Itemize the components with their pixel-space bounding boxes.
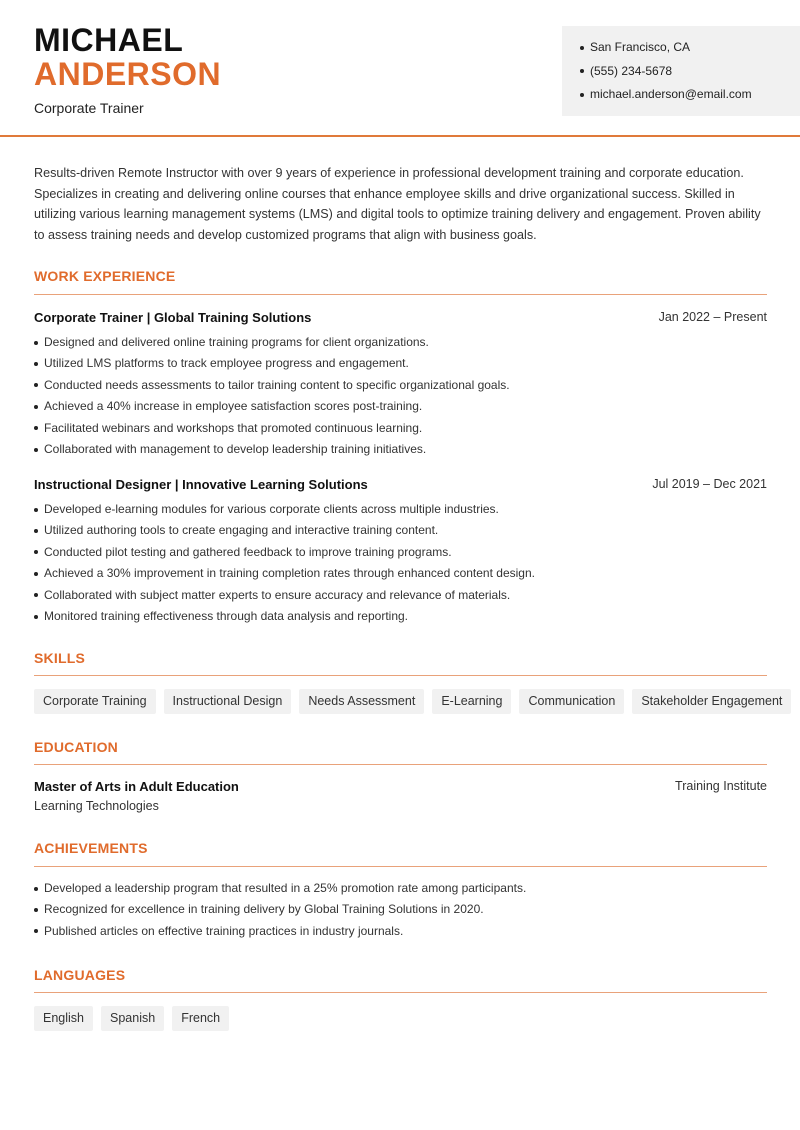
bullet-text: Collaborated with subject matter experts to ensure accuracy and relevance of materials. <box>44 587 511 602</box>
education-field: Learning Technologies <box>34 799 159 813</box>
language-tag: English <box>34 1006 93 1031</box>
job-dates: Jul 2019 – Dec 2021 <box>652 477 767 491</box>
bullet-icon <box>34 448 38 452</box>
bullet-text: Published articles on effective training practices in industry journals. <box>44 923 404 938</box>
list-item <box>34 921 767 942</box>
bullet-text: Achieved a 30% improvement in training completion rates through enhanced content design. <box>44 566 535 581</box>
job-bullets <box>34 332 767 460</box>
bullet-icon <box>580 46 584 50</box>
list-item <box>34 520 767 541</box>
bullet-icon <box>34 529 38 533</box>
list-item <box>34 542 767 563</box>
achievement-bullets <box>34 878 767 942</box>
professional-summary: Results-driven Remote Instructor with over 9 years of experience in professional development training and corporate education. Specializes in creating and delivering online courses that enhance employee skills and drive organizational success. Skilled in utilizing various learning management systems (LMS) and digital tools to optimize training delivery and engagement. Proven ability to assess training needs and develop customized programs that align with business goals. <box>34 166 761 242</box>
education-degree: Master of Arts in Adult Education <box>34 779 239 794</box>
section-divider <box>34 992 767 993</box>
list-item <box>34 418 767 439</box>
contact-location <box>580 36 782 60</box>
resume-header <box>0 0 800 137</box>
list-item <box>34 606 767 627</box>
list-item <box>34 585 767 606</box>
bullet-icon <box>34 550 38 554</box>
job-bullets <box>34 499 767 627</box>
section-title-education: EDUCATION <box>34 739 118 755</box>
bullet-text: Developed a leadership program that resulted in a 25% promotion rate among participants. <box>44 881 527 895</box>
last-name: ANDERSON <box>34 56 222 92</box>
section-divider <box>34 294 767 295</box>
job-title: Corporate Trainer <box>34 100 144 116</box>
bullet-text: Achieved a 40% increase in employee satisfaction scores post-training. <box>44 399 423 414</box>
skill-tag: Communication <box>519 689 624 714</box>
list-item <box>34 332 767 353</box>
bullet-icon <box>34 908 38 912</box>
language-tag: French <box>172 1006 229 1031</box>
section-title-achievements: ACHIEVEMENTS <box>34 840 148 856</box>
bullet-icon <box>34 341 38 345</box>
skill-tag: Needs Assessment <box>299 689 424 714</box>
skill-tag: Instructional Design <box>164 689 292 714</box>
bullet-icon <box>34 593 38 597</box>
bullet-icon <box>34 362 38 366</box>
section-title-skills: SKILLS <box>34 650 85 666</box>
contact-text: San Francisco, CA <box>590 40 691 54</box>
bullet-icon <box>34 426 38 430</box>
list-item <box>34 396 767 417</box>
list-item <box>34 439 767 460</box>
bullet-text: Developed e-learning modules for various corporate clients across multiple industries. <box>44 502 499 516</box>
contact-phone <box>580 60 782 84</box>
list-item <box>34 375 767 396</box>
section-title-work: WORK EXPERIENCE <box>34 268 176 284</box>
job-header <box>34 477 767 497</box>
education-institution: Training Institute <box>675 779 767 793</box>
skill-tag: Corporate Training <box>34 689 156 714</box>
contact-email[interactable] <box>580 83 782 107</box>
contact-text[interactable]: michael.anderson@email.com <box>590 87 752 101</box>
bullet-text: Monitored training effectiveness through data analysis and reporting. <box>44 608 409 623</box>
bullet-text: Designed and delivered online training programs for client organizations. <box>44 335 429 349</box>
bullet-icon <box>34 887 38 891</box>
bullet-text: Conducted needs assessments to tailor training content to specific organizational goals. <box>44 377 510 392</box>
bullet-text: Collaborated with management to develop leadership training initiatives. <box>44 441 427 456</box>
language-tag: Spanish <box>101 1006 164 1031</box>
section-divider <box>34 764 767 765</box>
first-name: MICHAEL <box>34 22 184 58</box>
bullet-icon <box>34 929 38 933</box>
contact-text: (555) 234-5678 <box>590 63 673 78</box>
list-item <box>34 353 767 374</box>
bullet-icon <box>34 572 38 576</box>
bullet-icon <box>34 508 38 512</box>
bullet-text: Recognized for excellence in training delivery by Global Training Solutions in 2020. <box>44 902 484 917</box>
section-divider <box>34 675 767 676</box>
skill-tag: Stakeholder Engagement <box>632 689 791 714</box>
job-role: Corporate Trainer | Global Training Solutions <box>34 310 312 325</box>
bullet-icon <box>580 93 584 97</box>
job-header <box>34 310 767 330</box>
bullet-text: Utilized LMS platforms to track employee progress and engagement. <box>44 356 409 371</box>
job-role: Instructional Designer | Innovative Learning Solutions <box>34 477 368 492</box>
bullet-icon <box>34 383 38 387</box>
list-item <box>34 563 767 584</box>
section-title-languages: LANGUAGES <box>34 967 126 983</box>
contact-box <box>562 26 800 116</box>
skills-tags <box>34 689 791 714</box>
list-item <box>34 878 767 899</box>
section-divider <box>34 866 767 867</box>
bullet-text: Facilitated webinars and workshops that promoted continuous learning. <box>44 420 423 435</box>
bullet-icon <box>580 69 584 73</box>
bullet-text: Utilized authoring tools to create engaging and interactive training content. <box>44 523 439 538</box>
skill-tag: E-Learning <box>432 689 511 714</box>
job-dates: Jan 2022 – Present <box>658 310 767 324</box>
bullet-text: Conducted pilot testing and gathered feedback to improve training programs. <box>44 544 452 559</box>
list-item <box>34 899 767 920</box>
bullet-icon <box>34 615 38 619</box>
bullet-icon <box>34 405 38 409</box>
list-item <box>34 499 767 520</box>
language-tags <box>34 1006 229 1031</box>
